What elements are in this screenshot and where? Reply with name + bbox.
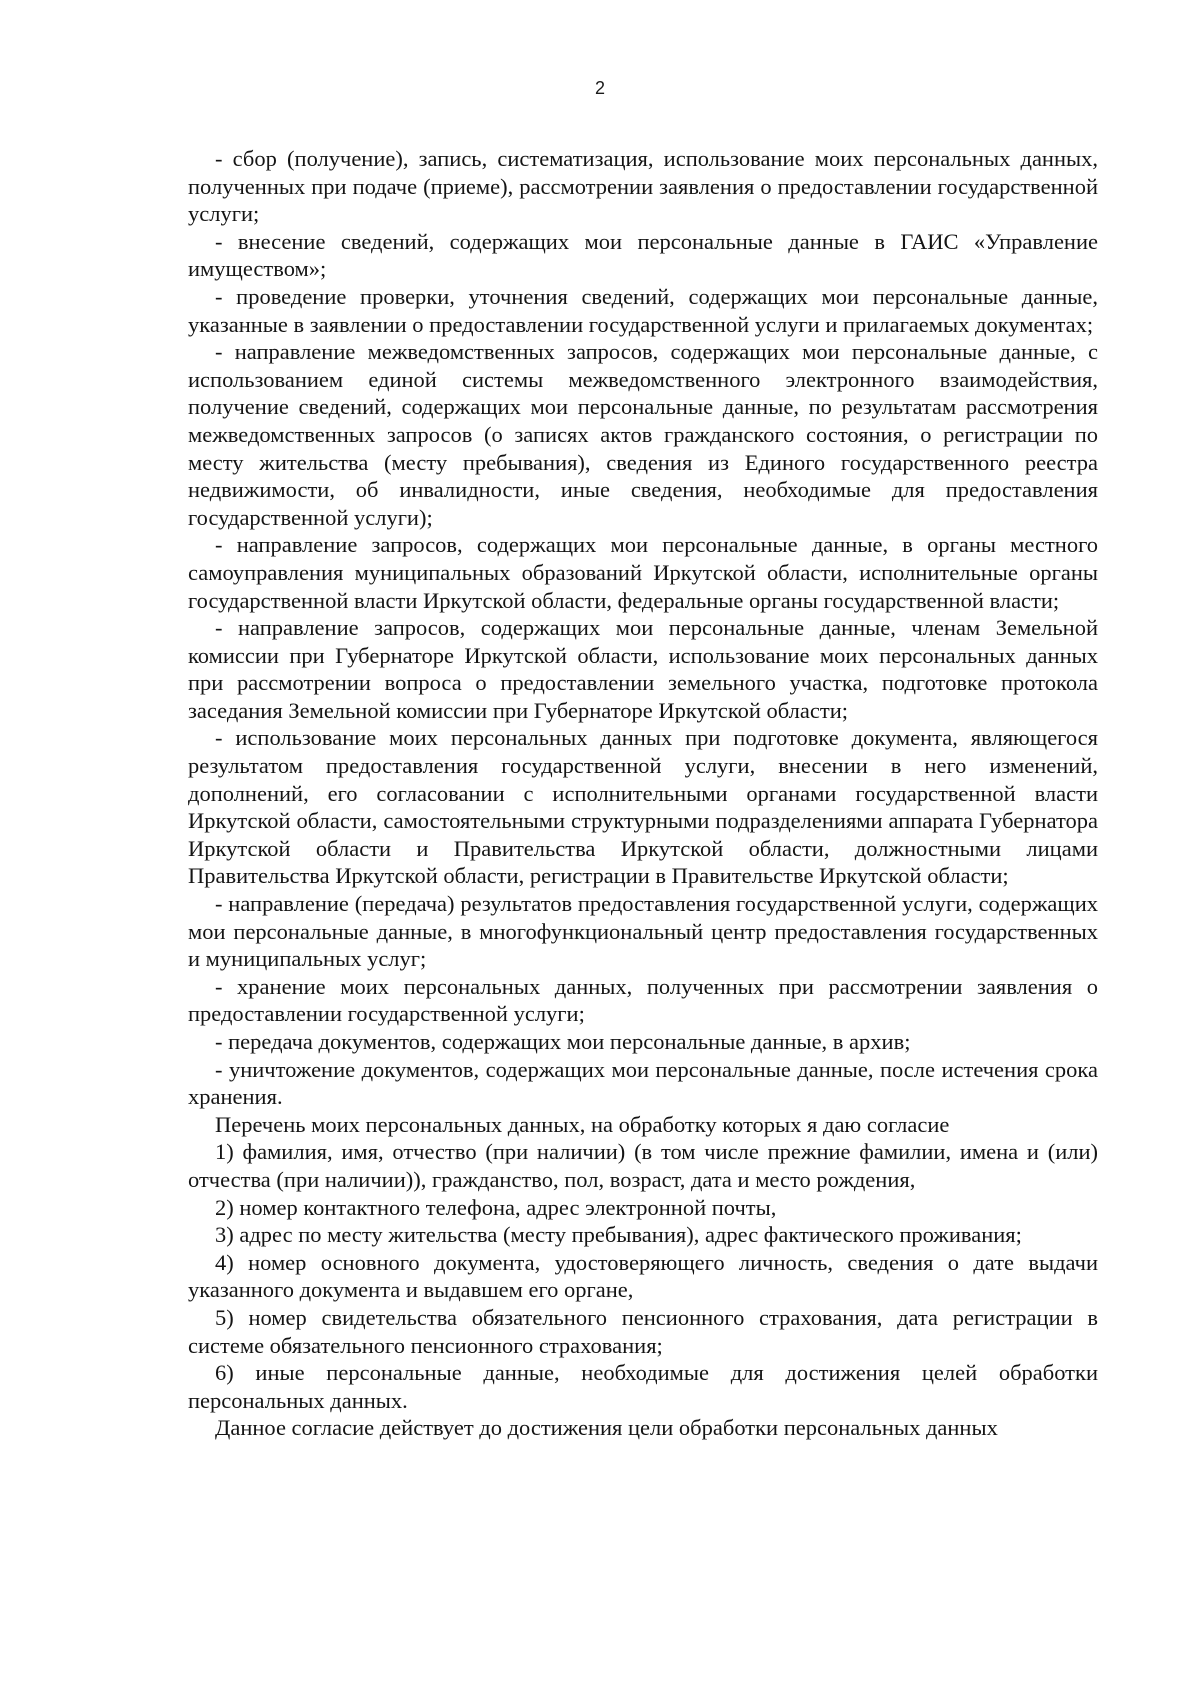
page-number: 2 [594,78,605,98]
paragraph-collection-recording: - сбор (получение), запись, систематизация, использование моих персональных данных, полученных при подаче (приеме), рассмотрении заявления о предоставлении государственной услуги; [188,146,1098,227]
paragraph-verification: - проведение проверки, уточнения сведений, содержащих мои персональные данные, указанные в заявлении о предоставлении государственной услуги и прилагаемых документах; [188,283,1098,337]
paragraph-data-list-heading: Перечень моих персональных данных, на обработку которых я даю согласие [215,1111,950,1137]
list-item-1-name: 1) фамилия, имя, отчество (при наличии) (в том числе прежние фамилии, имена и (или) отчества (при наличии)), гражданство, пол, возраст, дата и место рождения, [188,1139,1098,1192]
document-body [188,145,1098,1442]
list-item-6-other-data: 6) иные персональные данные, необходимые для достижения целей обработки персональных данных. [188,1360,1098,1413]
paragraph-storage: - хранение моих персональных данных, полученных при рассмотрении заявления о предоставлении государственной услуги; [188,973,1098,1027]
paragraph-archive: - передача документов, содержащих мои персональные данные, в архив; [215,1029,911,1054]
paragraph-result-document: - использование моих персональных данных при подготовке документа, являющегося результатом предоставления государственной услуги, внесении в него изменений, дополнений, его согласовании с исполнительными органами государственной власти Иркутской области, самостоятельными структурными подразделениями аппарата Губернатора Иркутской области и Правительства Иркутской области, должностными лицами Правительства Иркутской области, регистрации в Правительстве Иркутской области; [188,725,1098,889]
paragraph-consent-validity: Данное согласие действует до достижения цели обработки персональных данных [215,1415,998,1441]
list-item-2-contacts: 2) номер контактного телефона, адрес электронной почты, [215,1194,777,1220]
paragraph-gais-entry: - внесение сведений, содержащих мои персональные данные в ГАИС «Управление имуществом»; [188,228,1098,282]
list-item-3-address: 3) адрес по месту жительства (месту пребывания), адрес фактического проживания; [215,1222,1022,1248]
list-item-4-identity-document: 4) номер основного документа, удостоверяющего личность, сведения о дате выдачи указанного документа и выдавшем его органе, [188,1249,1098,1303]
paragraph-local-authorities-requests: - направление запросов, содержащих мои персональные данные, в органы местного самоуправления муниципальных образований Иркутской области, исполнительные органы государственной власти Иркутской области, федеральные органы государственной власти; [188,532,1098,613]
paragraph-land-commission: - направление запросов, содержащих мои персональные данные, членам Земельной комиссии при Губернаторе Иркутской области, использование моих персональных данных при рассмотрении вопроса о предоставлении земельного участка, подготовке протокола заседания Земельной комиссии при Губернаторе Иркутской области; [188,615,1098,723]
list-item-5-pension-certificate: 5) номер свидетельства обязательного пенсионного страхования, дата регистрации в системе обязательного пенсионного страхования; [188,1304,1098,1358]
paragraph-destruction: - уничтожение документов, содержащих мои персональные данные, после истечения срока хранения. [188,1056,1098,1110]
paragraph-mfc-transfer: - направление (передача) результатов предоставления государственной услуги, содержащих мои персональные данные, в многофункциональный центр предоставления государственных и муниципальных услуг; [188,891,1098,972]
paragraph-interagency-requests: - направление межведомственных запросов, содержащих мои персональные данные, с использованием единой системы межведомственного электронного взаимодействия, получение сведений, содержащих мои персональные данные, по результатам рассмотрения межведомственных запросов (о записях актов гражданского состояния, о регистрации по месту жительства (месту пребывания), сведения из Единого государственного реестра недвижимости, об инвалидности, иные сведения, необходимые для предоставления государственной услуги); [188,339,1098,530]
